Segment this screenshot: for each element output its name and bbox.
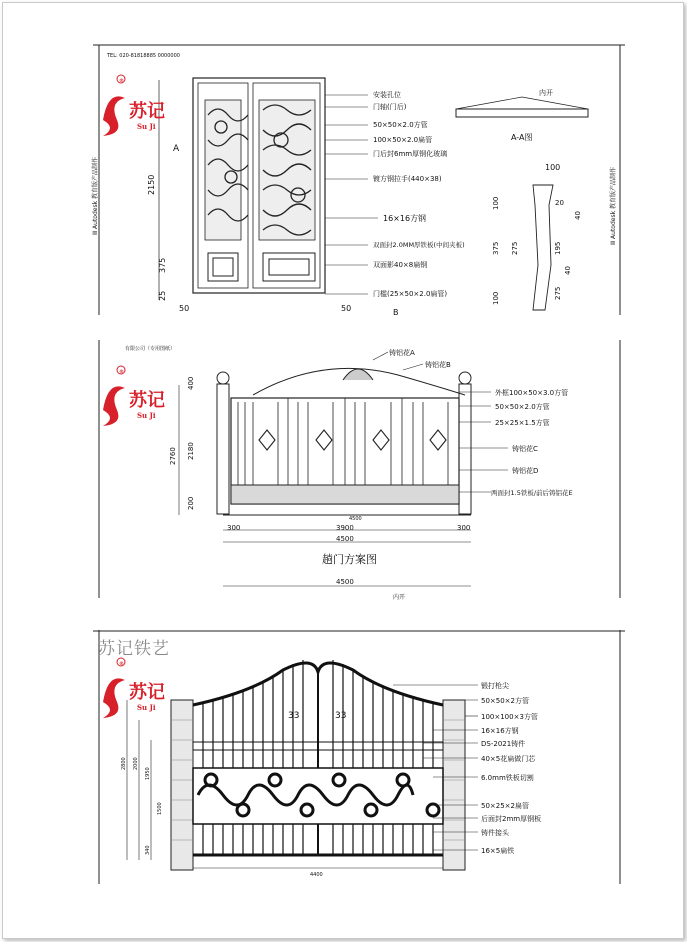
bottom-dim: 4500 [336, 578, 354, 586]
dim-w-leaf: 4500 [349, 516, 362, 522]
panel-door-drawing [93, 45, 625, 315]
mark-right: 33 [335, 711, 347, 721]
label: 两面封1.5铁板/前后铸铝花E [491, 489, 573, 497]
svg-text:®: ® [119, 369, 124, 375]
svg-text:®: ® [119, 78, 124, 84]
label: 50×50×2方管 [481, 697, 529, 705]
dim-w-center: 3900 [336, 524, 354, 532]
label: 40×5花扁做门芯 [481, 755, 536, 763]
label: 双面封2.0MM厚铁板(中间夹板) [373, 241, 465, 249]
dim-w-total: 4500 [336, 535, 354, 543]
header-note: 有限公司（专用图纸） [125, 346, 176, 352]
label: 50×50×2.0方管 [495, 403, 550, 411]
right-pillar [443, 700, 465, 870]
section-mark-a: A [173, 144, 180, 154]
dim-lower: 375 [158, 257, 167, 273]
label: 锻打枪尖 [481, 682, 509, 690]
brand-logo [103, 366, 165, 426]
door-drawing-svg [93, 45, 625, 315]
aa-plan-bar [456, 109, 588, 117]
bottom-note: 内开 [393, 594, 406, 601]
label: 25×25×1.5方管 [495, 419, 550, 427]
dim-width: 4400 [310, 872, 323, 878]
caption: 趟门方案图 [322, 553, 377, 566]
aa-w3: 20 [555, 199, 564, 207]
aa-v1: 100 [492, 196, 500, 210]
aa-w4: 40 [574, 211, 582, 220]
svg-text:苏记: 苏记 [129, 390, 165, 411]
label: 16×5扁铁 [481, 847, 515, 855]
svg-text:Su Ji: Su Ji [137, 411, 156, 420]
dim-h-top: 400 [187, 376, 195, 390]
scroll-panel [193, 768, 443, 824]
label: 双面影40×8扁钢 [373, 261, 428, 269]
label: 门后封6mm厚钢化玻璃 [373, 150, 448, 158]
aa-w6: 40 [564, 266, 572, 275]
gate-base-panel [231, 485, 459, 504]
aa-profile [533, 185, 553, 310]
label: 100×50×2.0扁管 [373, 136, 433, 144]
label: 镀方钢拉手(440×38) [373, 175, 442, 183]
swing-gate-svg [93, 630, 625, 884]
aa-w7: 275 [554, 286, 562, 300]
label: 安装孔位 [373, 91, 401, 99]
label: 后面封2mm厚钢板 [481, 815, 542, 823]
dim-h3: 1950 [145, 767, 151, 780]
label: 100×100×3方管 [481, 713, 538, 721]
dim-height-total: 2150 [147, 174, 156, 195]
dim-w-side-l: 300 [227, 524, 241, 532]
dim-h-main: 2180 [187, 442, 195, 460]
aa-w2: 275 [511, 241, 519, 255]
label: 50×50×2.0方管 [373, 121, 428, 129]
svg-text:Su Ji: Su Ji [137, 703, 156, 712]
dim-base: 25 [158, 290, 167, 301]
sliding-gate-svg [93, 340, 625, 601]
label: 铸铝花B [425, 361, 451, 369]
dim-h-base: 200 [187, 496, 195, 510]
dim-h2: 2000 [133, 757, 139, 770]
dim-h4: 1500 [157, 802, 163, 815]
aa-open-dir: 内开 [539, 89, 553, 97]
svg-text:Su Ji: Su Ji [137, 122, 156, 131]
mark-left: 33 [288, 711, 300, 721]
label: 外框100×50×3.0方管 [495, 389, 569, 397]
label: 门轴(门后) [373, 103, 407, 111]
dim-w-side-r: 300 [457, 524, 471, 532]
svg-text:苏记: 苏记 [129, 682, 165, 703]
label: 16×16方钢 [383, 214, 427, 223]
dim-w-left: 50 [179, 304, 190, 313]
label: 50×25×2扁管 [481, 802, 529, 810]
left-pillar [171, 700, 193, 870]
label: 铸铝花C [512, 445, 538, 453]
aa-v3: 100 [492, 291, 500, 305]
dim-w-right: 50 [341, 304, 352, 313]
aa-title: A-A图 [511, 133, 533, 142]
brand-logo [103, 75, 165, 136]
aa-w5: 195 [554, 241, 562, 255]
side-note-left: Ⅲ Autodesk 教育版产品制作 [92, 157, 99, 235]
dim-h5: 340 [145, 845, 151, 855]
label: 铸铝花D [512, 467, 539, 475]
gate-medallions [259, 430, 446, 450]
side-note-right: Ⅲ Autodesk 教育版产品制作 [610, 167, 617, 245]
label: 6.0mm铁板切割 [481, 774, 534, 782]
panel-sliding-gate-drawing [93, 340, 625, 601]
svg-text:®: ® [119, 661, 124, 667]
panel-swing-gate-drawing [93, 630, 625, 884]
watermark-text: 苏记铁艺 [98, 639, 170, 659]
aa-v2: 375 [492, 241, 500, 255]
dim-h-total: 2760 [169, 447, 177, 465]
svg-text:苏记: 苏记 [129, 101, 165, 122]
section-mark-b: B [393, 308, 399, 317]
aa-width: 100 [545, 163, 561, 172]
label: DS-2021铸件 [481, 740, 526, 748]
dim-h1: 2800 [121, 757, 127, 770]
label: 铸件接头 [481, 829, 509, 837]
brand-logo [103, 658, 165, 718]
label: 铸铝花A [389, 349, 415, 357]
label: 16×16方钢 [481, 727, 519, 735]
header-note: TEL: 020-81818885 0000000 [107, 53, 180, 59]
label: 门槛(25×50×2.0扁管) [373, 290, 448, 298]
